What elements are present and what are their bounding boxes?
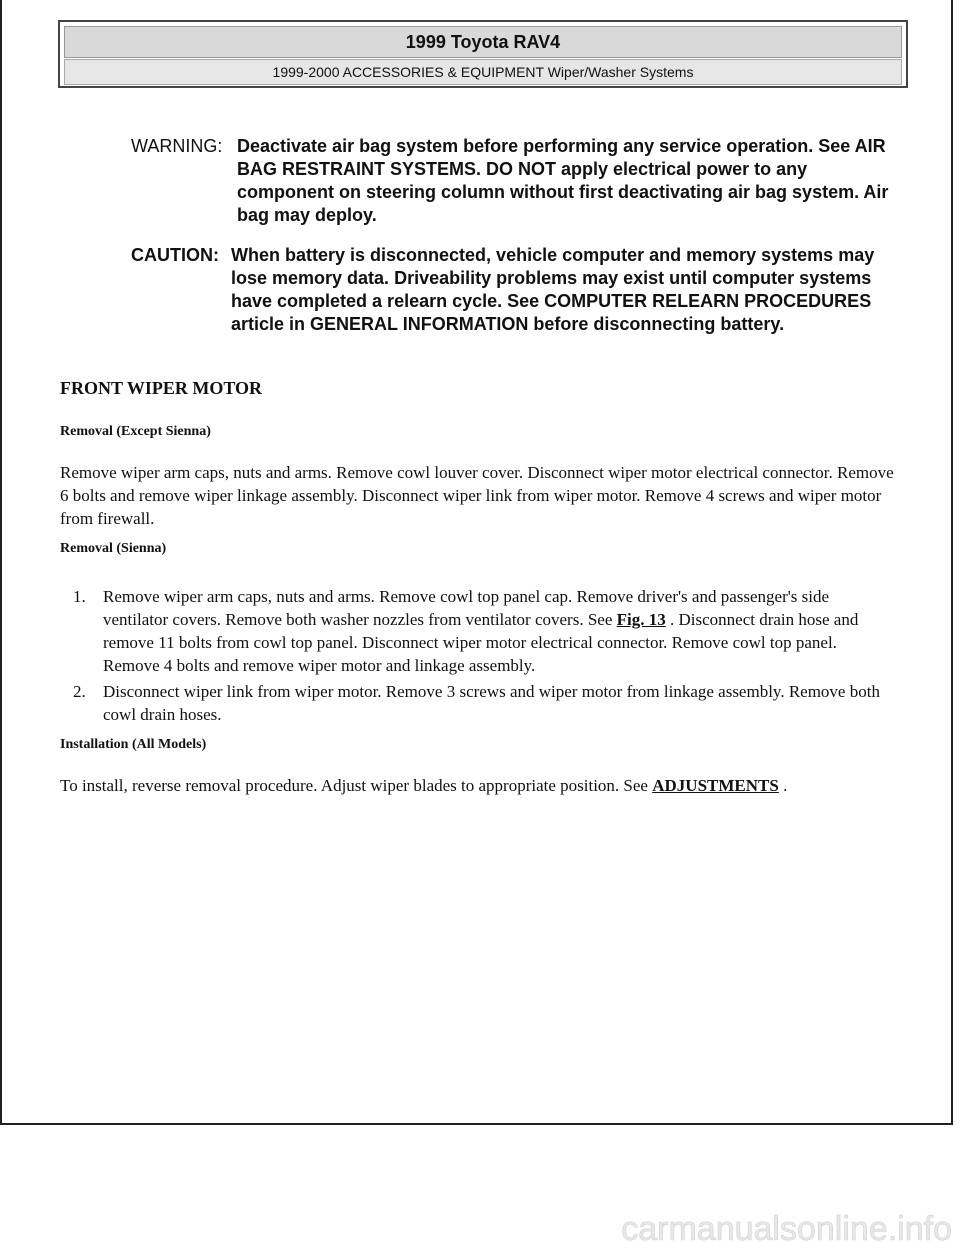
caution-label: CAUTION:: [131, 245, 219, 265]
installation-text-part: .: [783, 776, 788, 795]
step-number: 2.: [73, 682, 86, 701]
warning-label: WARNING:: [131, 136, 223, 156]
step-text: [103, 585, 893, 677]
caution-text: When battery is disconnected, vehicle computer and memory systems may lose memory data. Driveability problems may exist until computer systems have completed a relearn cycle. See COMPUTER RELEARN PROCEDURES article in GENERAL INFORMATION before disconnecting battery.: [231, 245, 875, 334]
installation-heading: Installation (All Models): [60, 737, 207, 752]
watermark-text: carmanualsonline.info: [621, 1210, 952, 1242]
step-number: 1.: [73, 587, 86, 606]
warning-text: Deactivate air bag system before performing any service operation. See AIR BAG RESTRAINT SYSTEMS. DO NOT apply electrical power to any component on steering column without first deactivating air bag system. Air bag may deploy.: [237, 136, 889, 225]
adjustments-link[interactable]: ADJUSTMENTS: [652, 776, 779, 795]
section-title: FRONT WIPER MOTOR: [60, 378, 263, 398]
document-subtitle: 1999-2000 ACCESSORIES & EQUIPMENT Wiper/Washer Systems: [64, 59, 902, 85]
removal-except-text: Remove wiper arm caps, nuts and arms. Remove cowl louver cover. Disconnect wiper motor electrical connector. Remove 6 bolts and remove wiper linkage assembly. Disconnect wiper link from wiper motor. Remove 4 screws and wiper motor from firewall.: [60, 463, 894, 528]
step-text-part: Remove wiper arm caps, nuts and arms. Remove cowl top panel cap. Remove driver's and passenger's side ventilator covers. Remove both washer nozzles from ventilator covers. See: [103, 587, 830, 629]
caution-notice: [131, 244, 911, 364]
installation-text-part: To install, reverse removal procedure. Adjust wiper blades to appropriate position. See: [60, 776, 648, 795]
removal-sienna-heading: Removal (Sienna): [60, 541, 167, 556]
document-header: [58, 20, 908, 88]
step-text: Disconnect wiper link from wiper motor. Remove 3 screws and wiper motor from linkage assembly. Remove both cowl drain hoses.: [103, 682, 880, 724]
step-text-part: . Disconnect drain hose and remove 11 bolts from cowl top panel. Disconnect wiper motor electrical connector. Remove cowl top panel. Remove 4 bolts and remove wiper motor and linkage assembly.: [103, 610, 859, 675]
installation-text: [60, 774, 900, 797]
removal-except-heading: Removal (Except Sienna): [60, 424, 211, 439]
warning-notice: [131, 135, 911, 235]
document-title: 1999 Toyota RAV4: [64, 26, 902, 58]
fig-13-link[interactable]: Fig. 13: [616, 610, 666, 629]
